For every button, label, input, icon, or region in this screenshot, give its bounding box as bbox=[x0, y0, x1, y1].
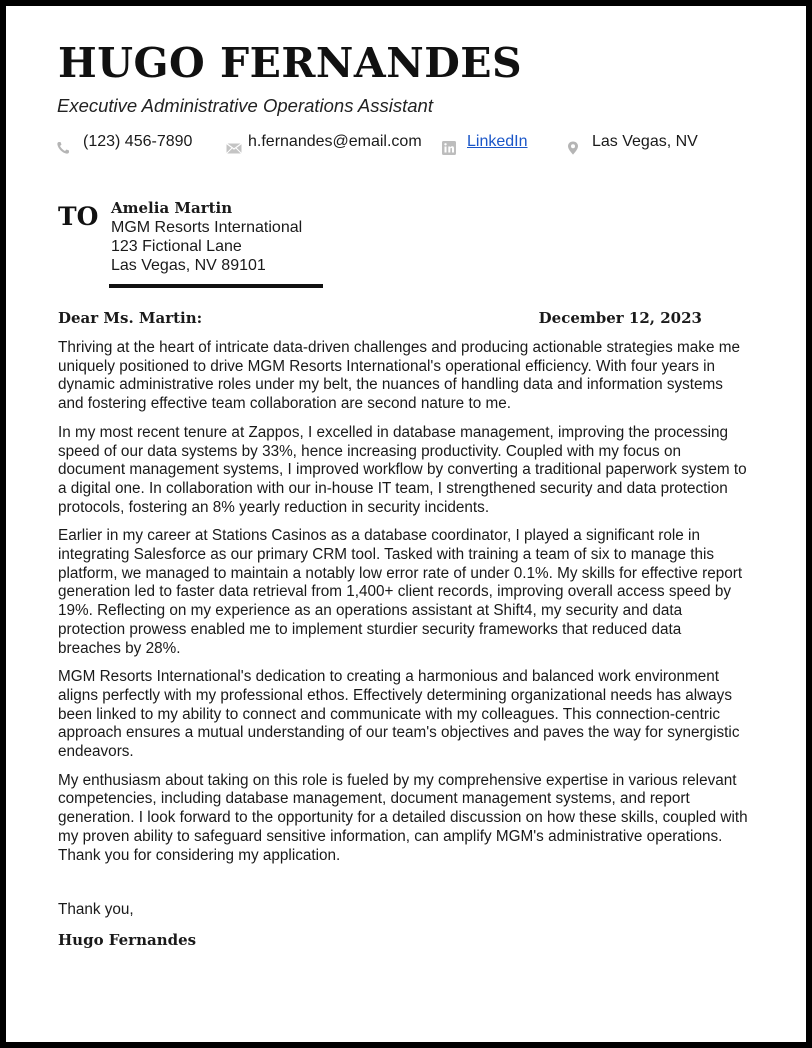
phone-text: (123) 456-7890 bbox=[83, 133, 193, 150]
linkedin-icon bbox=[442, 141, 456, 155]
closing: Thank you, bbox=[58, 901, 134, 918]
body-paragraph: My enthusiasm about taking on this role is fueled by my comprehensive expertise in various relevant competencies, including database management, document management systems, and report generation. I look forward to the opportunity for a detailed discussion on how these skills, coupled with my proven ability to safeguard sensitive information, can amplify MGM's administrative operations. Thank you for considering my application. bbox=[58, 771, 748, 864]
email-icon bbox=[226, 141, 242, 155]
recipient-city: Las Vegas, NV 89101 bbox=[111, 257, 266, 274]
recipient-company: MGM Resorts International bbox=[111, 219, 303, 236]
location-icon bbox=[567, 141, 579, 155]
letter-body bbox=[58, 339, 748, 875]
body-paragraph: In my most recent tenure at Zappos, I excelled in database management, improving the processing speed of our data systems by 33%, hence increasing productivity. Coupled with my focus on document management systems, I improved workflow by converting a traditional paperwork system to a digital one. In collaboration with our in-house IT team, I strengthened security and data protection protocols, fostering an 8% yearly reduction in security incidents. bbox=[58, 423, 747, 516]
signature-name: Hugo Fernandes bbox=[58, 931, 197, 949]
body-paragraph: Thriving at the heart of intricate data-driven challenges and producing actionable strategies make me uniquely positioned to drive MGM Resorts International's operational efficiency. With four years in dynamic administrative roles under my belt, the nuances of handling data and information systems and fostering effective team collaboration are second nature to me. bbox=[58, 339, 740, 413]
job-title: Executive Administrative Operations Assistant bbox=[57, 95, 433, 116]
applicant-name: HUGO FERNANDES bbox=[58, 39, 523, 87]
email-text: h.fernandes@email.com bbox=[248, 133, 422, 150]
letter-date: December 12, 2023 bbox=[538, 309, 702, 327]
body-paragraph: MGM Resorts International's dedication to creating a harmonious and balanced work environment aligns perfectly with my professional ethos. Effectively determining organizational needs has always been linked to my ability to connect and communicate with my colleagues. This connection-centric approach ensures a mutual understanding of our team's objectives and paves the way for synergistic endeavors. bbox=[58, 668, 740, 761]
location-text: Las Vegas, NV bbox=[592, 133, 698, 150]
recipient-divider bbox=[109, 284, 323, 288]
salutation: Dear Ms. Martin: bbox=[58, 309, 203, 327]
recipient-name: Amelia Martin bbox=[111, 199, 233, 217]
phone-icon bbox=[56, 141, 70, 155]
contact-row bbox=[56, 132, 756, 158]
body-paragraph: Earlier in my career at Stations Casinos as a database coordinator, I played a significant role in integrating Salesforce as our primary CRM tool. Tasked with training a team of six to manage this platform, we managed to maintain a notably low error rate of under 0.1%. My skills for effective report generation led to faster data retrieval from 1,400+ client records, improving overall access speed by 19%. Reflecting on my experience as an operations assistant at Shift4, my security and data protection prowess enabled me to implement sturdier security frameworks that reduced data breaches by 28%. bbox=[58, 527, 743, 657]
linkedin-link[interactable]: LinkedIn bbox=[467, 133, 528, 150]
recipient-street: 123 Fictional Lane bbox=[111, 238, 242, 255]
to-label: TO bbox=[58, 202, 99, 231]
recipient-block bbox=[111, 199, 302, 275]
